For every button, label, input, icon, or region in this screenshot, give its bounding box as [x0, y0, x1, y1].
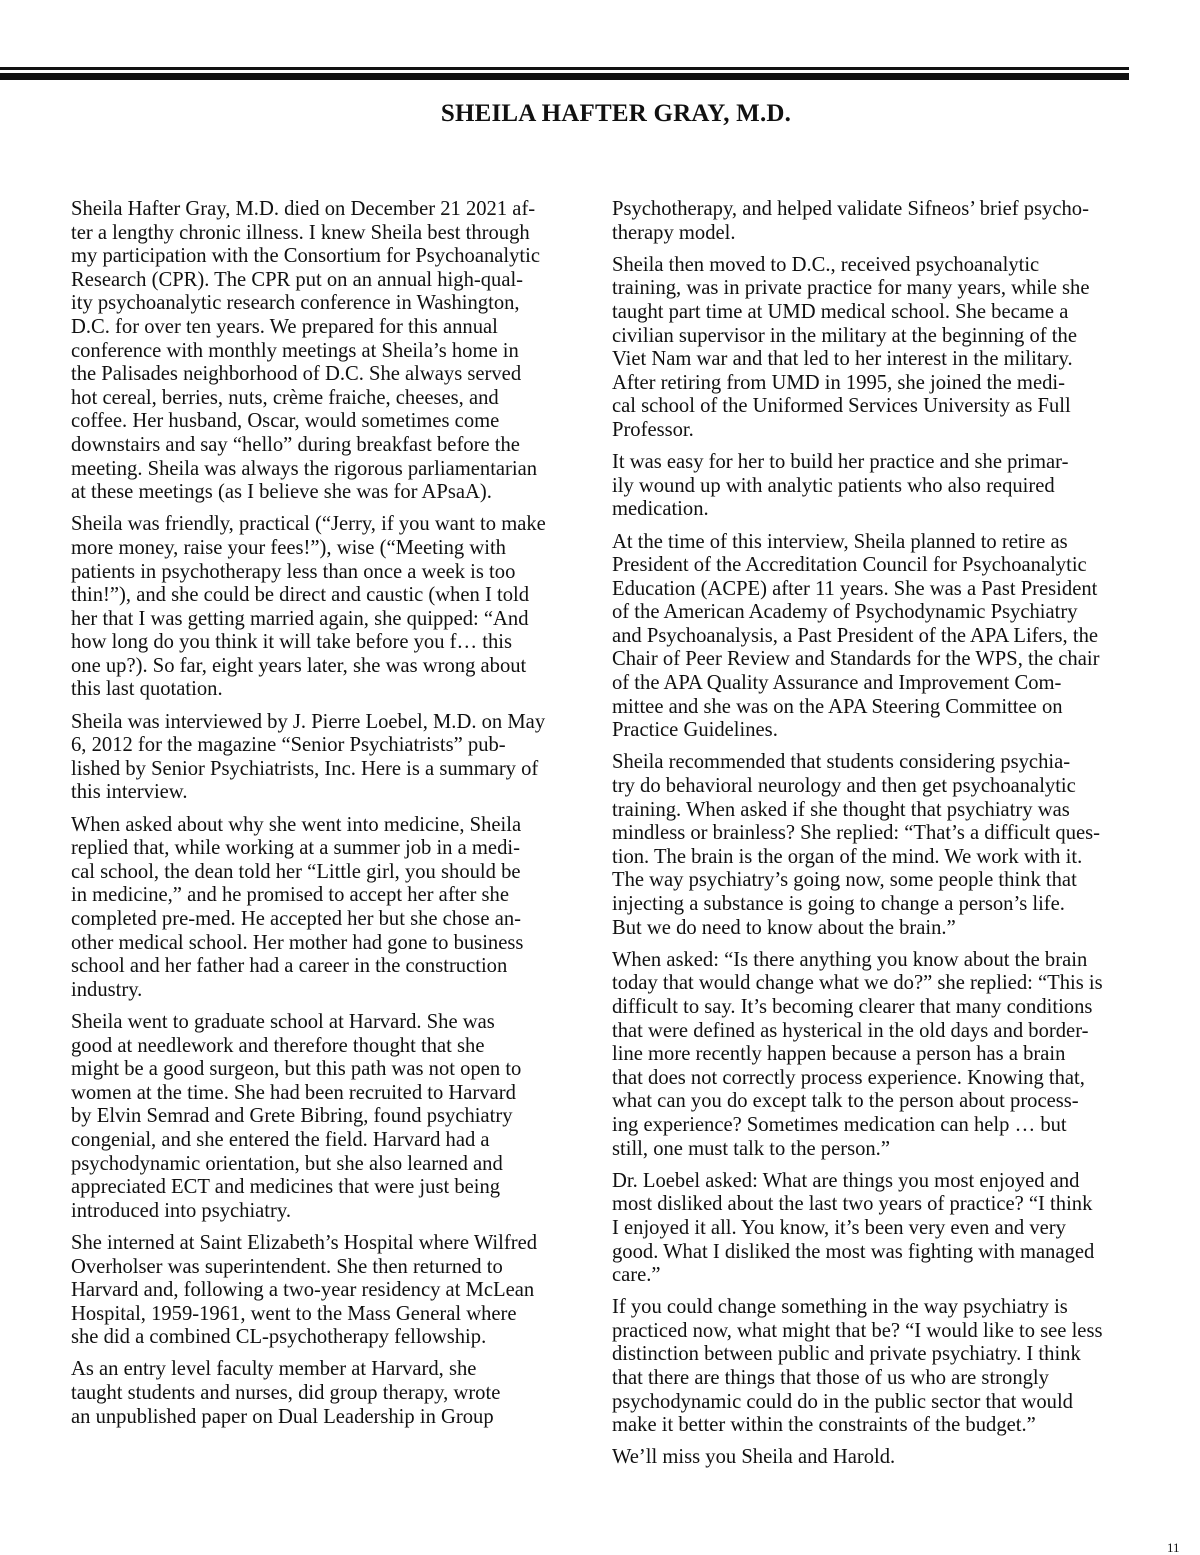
text-line: As an entry level faculty member at Harvard, she [71, 1358, 477, 1381]
text-line: make it better within the constraints of the budget.” [612, 1414, 1036, 1437]
text-line: difficult to say. It’s becoming clearer that many conditions [612, 995, 1093, 1018]
left-column-paragraph [71, 513, 593, 702]
header-rule-thin [0, 67, 1129, 70]
right-column [612, 198, 1157, 1479]
text-line: President of the Accreditation Council for Psychoanalytic [612, 554, 1087, 577]
text-line: D.C. for over ten years. We prepared for this annual [71, 315, 498, 338]
text-line: At the time of this interview, Sheila planned to retire as [612, 530, 1068, 553]
text-line: Sheila recommended that students considering psychia- [612, 751, 1071, 774]
text-line: Hospital, 1959-1961, went to the Mass General where [71, 1302, 517, 1325]
text-line: distinction between public and private psychiatry. I think [612, 1343, 1081, 1366]
text-line: It was easy for her to build her practice and she primar- [612, 451, 1069, 474]
text-line: this interview. [71, 781, 188, 804]
text-line: most disliked about the last two years of practice? “I think [612, 1193, 1093, 1216]
text-line: I enjoyed it all. You know, it’s been very even and very [612, 1216, 1066, 1239]
text-line: After retiring from UMD in 1995, she joined the medi- [612, 371, 1065, 394]
text-line: still, one must talk to the person.” [612, 1137, 890, 1160]
text-line: The way psychiatry’s going now, some people think that [612, 869, 1077, 892]
text-line: at these meetings (as I believe she was for APsaA). [71, 481, 492, 504]
text-line: civilian supervisor in the military at the beginning of the [612, 324, 1077, 347]
text-line: When asked: “Is there anything you know about the brain [612, 948, 1088, 971]
text-line: taught part time at UMD medical school. She became a [612, 300, 1069, 323]
text-line: Dr. Loebel asked: What are things you most enjoyed and [612, 1169, 1080, 1192]
text-line: that there are things that those of us who are strongly [612, 1367, 1049, 1390]
text-line: 6, 2012 for the magazine “Senior Psychiatrists” pub- [71, 734, 506, 757]
text-line: ter a lengthy chronic illness. I knew Sheila best through [71, 221, 530, 244]
right-column-paragraph [612, 1446, 1157, 1470]
text-line: But we do need to know about the brain.” [612, 916, 956, 939]
text-line: her that I was getting married again, she quipped: “And [71, 607, 529, 630]
text-line: Overholser was superintendent. She then returned to [71, 1255, 503, 1278]
text-line: If you could change something in the way psychiatry is [612, 1296, 1068, 1319]
left-column-paragraph [71, 1232, 593, 1350]
text-line: women at the time. She had been recruited to Harvard [71, 1081, 516, 1104]
text-line: psychodynamic orientation, but she also learned and [71, 1152, 503, 1175]
text-line: by Elvin Semrad and Grete Bibring, found psychiatry [71, 1105, 513, 1128]
text-line: congenial, and she entered the field. Harvard had a [71, 1128, 490, 1151]
text-line: Sheila was friendly, practical (“Jerry, if you want to make [71, 513, 546, 536]
text-line: this last quotation. [71, 678, 223, 701]
text-line: of the American Academy of Psychodynamic Psychiatry [612, 601, 1078, 624]
text-line: one up?). So far, eight years later, she was wrong about [71, 654, 527, 677]
text-line: taught students and nurses, did group therapy, wrote [71, 1382, 501, 1405]
text-line: ing experience? Sometimes medication can help … but [612, 1113, 1067, 1136]
text-line: Education (ACPE) after 11 years. She was a Past President [612, 577, 1098, 600]
text-line: an unpublished paper on Dual Leadership in Group [71, 1405, 494, 1428]
left-column-paragraph [71, 1358, 593, 1429]
text-line: training, was in private practice for many years, while she [612, 277, 1090, 300]
text-line: my participation with the Consortium for Psychoanalytic [71, 245, 541, 268]
article-title: SHEILA HAFTER GRAY, M.D. [440, 100, 792, 127]
text-line: We’ll miss you Sheila and Harold. [612, 1446, 896, 1469]
text-line: She interned at Saint Elizabeth’s Hospital where Wilfred [71, 1231, 538, 1254]
text-line: meeting. Sheila was always the rigorous parliamentarian [71, 457, 538, 480]
text-line: injecting a substance is going to change a person’s life. [612, 893, 1065, 915]
left-column [71, 198, 593, 1438]
text-line: training. When asked if she thought that psychiatry was [612, 798, 1070, 821]
text-line: how long do you think it will take before you f… this [71, 631, 512, 654]
text-line: and Psychoanalysis, a Past President of the APA Lifers, the [612, 624, 1099, 647]
text-line: she did a combined CL-psychotherapy fellowship. [71, 1326, 487, 1349]
right-column-paragraph [612, 751, 1157, 940]
text-line: thin!”), and she could be direct and caustic (when I told [71, 584, 530, 607]
text-line: the Palisades neighborhood of D.C. She always served [71, 363, 522, 386]
text-line: Psychotherapy, and helped validate Sifneos’ brief psycho- [612, 198, 1089, 220]
text-line: try do behavioral neurology and then get psychoanalytic [612, 775, 1076, 798]
right-column-paragraph [612, 451, 1157, 522]
text-line: today that would change what we do?” she replied: “This is [612, 972, 1103, 995]
text-line: industry. [71, 978, 143, 1001]
text-line: patients in psychotherapy less than once a week is too [71, 560, 516, 583]
right-column-paragraph [612, 531, 1157, 743]
text-line: coffee. Her husband, Oscar, would sometimes come [71, 410, 500, 433]
text-line: Research (CPR). The CPR put on an annual high-qual- [71, 268, 524, 291]
text-line: Sheila was interviewed by J. Pierre Loebel, M.D. on May [71, 710, 546, 733]
text-line: Practice Guidelines. [612, 719, 778, 742]
text-line: line more recently happen because a person has a brain [612, 1043, 1066, 1066]
text-line: mittee and she was on the APA Steering Committee on [612, 695, 1063, 718]
right-column-paragraph [612, 949, 1157, 1161]
text-line: hot cereal, berries, nuts, crème fraiche, cheeses, and [71, 386, 499, 409]
text-line: Professor. [612, 418, 694, 441]
text-line: good at needlework and therefore thought that she [71, 1034, 485, 1057]
left-column-paragraph [71, 711, 593, 805]
text-line: tion. The brain is the organ of the mind. We work with it. [612, 845, 1083, 868]
right-column-paragraph [612, 1296, 1157, 1438]
text-line: more money, raise your fees!”), wise (“Meeting with [71, 536, 506, 559]
text-line: school and her father had a career in the construction [71, 955, 508, 978]
text-line: that does not correctly process experience. Knowing that, [612, 1066, 1085, 1089]
text-line: When asked about why she went into medicine, Sheila [71, 813, 522, 836]
page-number: 11 [1167, 1540, 1180, 1555]
text-line: ily wound up with analytic patients who also required [612, 474, 1055, 497]
text-line: might be a good surgeon, but this path was not open to [71, 1058, 522, 1081]
text-line: other medical school. Her mother had gone to business [71, 931, 524, 954]
text-line: Harvard and, following a two-year residency at McLean [71, 1279, 535, 1302]
text-line: care.” [612, 1264, 661, 1287]
text-line: of the APA Quality Assurance and Improvement Com- [612, 672, 1062, 695]
text-line: what can you do except talk to the person about process- [612, 1090, 1079, 1113]
left-column-paragraph [71, 1011, 593, 1223]
right-column-paragraph [612, 1170, 1157, 1288]
text-line: appreciated ECT and medicines that were just being [71, 1176, 501, 1199]
text-line: cal school of the Uniformed Services University as Full [612, 395, 1071, 418]
text-line: Chair of Peer Review and Standards for the WPS, the chair [612, 648, 1100, 671]
text-line: mindless or brainless? She replied: “That’s a difficult ques- [612, 822, 1101, 845]
text-line: completed pre-med. He accepted her but she chose an- [71, 908, 521, 930]
right-column-paragraph [612, 198, 1157, 245]
text-line: conference with monthly meetings at Sheila’s home in [71, 339, 519, 362]
text-line: Sheila then moved to D.C., received psychoanalytic [612, 253, 1040, 276]
text-line: practiced now, what might that be? “I would like to see less [612, 1319, 1103, 1342]
text-line: Viet Nam war and that led to her interest in the military. [612, 348, 1073, 371]
text-line: downstairs and say “hello” during breakfast before the [71, 433, 520, 456]
text-line: good. What I disliked the most was fighting with managed [612, 1240, 1095, 1263]
text-line: replied that, while working at a summer job in a medi- [71, 837, 520, 860]
left-column-paragraph [71, 198, 593, 505]
text-line: ity psychoanalytic research conference in Washington, [71, 292, 520, 315]
text-line: in medicine,” and he promised to accept her after she [71, 884, 509, 907]
text-line: introduced into psychiatry. [71, 1199, 291, 1222]
text-line: that were defined as hysterical in the old days and border- [612, 1019, 1089, 1042]
text-line: Sheila went to graduate school at Harvard. She was [71, 1010, 495, 1033]
text-line: cal school, the dean told her “Little girl, you should be [71, 860, 521, 883]
right-column-paragraph [612, 254, 1157, 443]
text-line: psychodynamic could do in the public sector that would [612, 1390, 1073, 1413]
left-column-paragraph [71, 814, 593, 1003]
text-line: lished by Senior Psychiatrists, Inc. Here is a summary of [71, 757, 539, 780]
text-line: medication. [612, 498, 709, 521]
header-rule-thick [0, 73, 1129, 80]
text-line: Sheila Hafter Gray, M.D. died on December 21 2021 af- [71, 198, 536, 220]
text-line: therapy model. [612, 221, 736, 244]
